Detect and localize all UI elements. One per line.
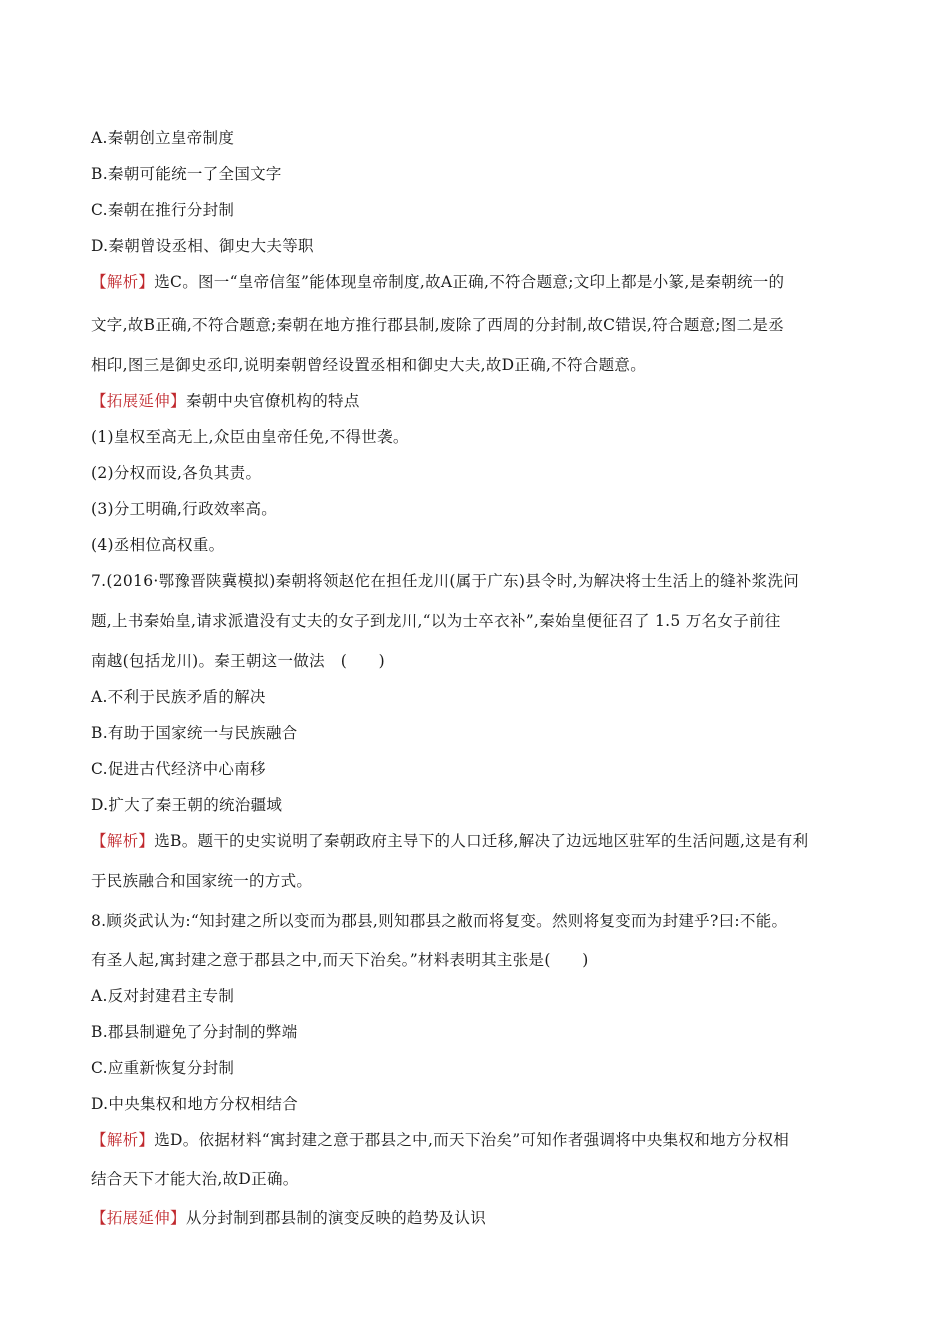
q7-option-a: A.不利于民族矛盾的解决 <box>91 688 266 706</box>
q6-option-d: D.秦朝曾设丞相、御史大夫等职 <box>91 237 314 255</box>
q8-option-d: D.中央集权和地方分权相结合 <box>91 1095 299 1113</box>
q7-option-c: C.促进古代经济中心南移 <box>91 760 266 778</box>
extension-point-4: (4)丞相位高权重。 <box>91 536 225 554</box>
q8-option-a: A.反对封建君主专制 <box>91 987 235 1005</box>
q7-analysis-line-1: 【解析】选B。题干的史实说明了秦朝政府主导下的人口迁移,解决了边远地区驻军的生活问题,这是有利 <box>91 832 809 850</box>
q6-extension-heading: 【拓展延伸】秦朝中央官僚机构的特点 <box>91 392 360 410</box>
q6-option-c: C.秦朝在推行分封制 <box>91 201 235 219</box>
q7-stem-line-2: 题,上书秦始皇,请求派遣没有丈夫的女子到龙川,“以为士卒衣补”,秦始皇便征召了 1.5 万名女子前往 <box>91 612 781 630</box>
q8-stem-line-1: 8.顾炎武认为:“知封建之所以变而为郡县,则知郡县之敝而将复变。然则将复变而为封建乎?曰:不能。 <box>91 912 788 930</box>
extension-point-2: (2)分权而设,各负其责。 <box>91 464 262 482</box>
q8-analysis-line-1: 【解析】选D。依据材料“寓封建之意于郡县之中,而天下治矣”可知作者强调将中央集权和地方分权相 <box>91 1131 790 1149</box>
q7-analysis-line-2: 于民族融合和国家统一的方式。 <box>91 872 313 890</box>
extension-point-1: (1)皇权至高无上,众臣由皇帝任免,不得世袭。 <box>91 428 409 446</box>
q8-option-c: C.应重新恢复分封制 <box>91 1059 235 1077</box>
q8-option-b: B.郡县制避免了分封制的弊端 <box>91 1023 298 1041</box>
q8-stem-line-2: 有圣人起,寓封建之意于郡县之中,而天下治矣。”材料表明其主张是( ) <box>91 951 589 969</box>
q7-option-d: D.扩大了秦王朝的统治疆域 <box>91 796 283 814</box>
q8-analysis-line-2: 结合天下才能大治,故D正确。 <box>91 1170 299 1188</box>
extension-tag: 拓展延伸 <box>106 392 171 410</box>
analysis-tag: 解析 <box>106 273 139 291</box>
extension-point-3: (3)分工明确,行政效率高。 <box>91 500 278 518</box>
q7-option-b: B.有助于国家统一与民族融合 <box>91 724 298 742</box>
q7-stem-line-3: 南越(包括龙川)。秦王朝这一做法 ( ) <box>91 652 385 670</box>
q6-analysis-line-1: 【解析】选C。图一“皇帝信玺”能体现皇帝制度,故A正确,不符合题意;文印上都是小篆,是秦朝统一的 <box>91 273 785 291</box>
q8-extension-heading: 【拓展延伸】从分封制到郡县制的演变反映的趋势及认识 <box>91 1209 487 1227</box>
q6-option-a: A.秦朝创立皇帝制度 <box>91 129 235 147</box>
analysis-tag: 解析 <box>106 1131 139 1149</box>
extension-tag: 拓展延伸 <box>106 1209 171 1227</box>
q6-analysis-line-2: 文字,故B正确,不符合题意;秦朝在地方推行郡县制,废除了西周的分封制,故C错误,符合题意;图二是丞 <box>91 316 785 334</box>
q7-stem-line-1: 7.(2016·鄂豫晋陕冀模拟)秦朝将领赵佗在担任龙川(属于广东)县令时,为解决将士生活上的缝补浆洗问 <box>91 572 800 590</box>
q6-option-b: B.秦朝可能统一了全国文字 <box>91 165 282 183</box>
q6-analysis-line-3: 相印,图三是御史丞印,说明秦朝曾经设置丞相和御史大夫,故D正确,不符合题意。 <box>91 356 647 374</box>
analysis-tag: 解析 <box>106 832 139 850</box>
